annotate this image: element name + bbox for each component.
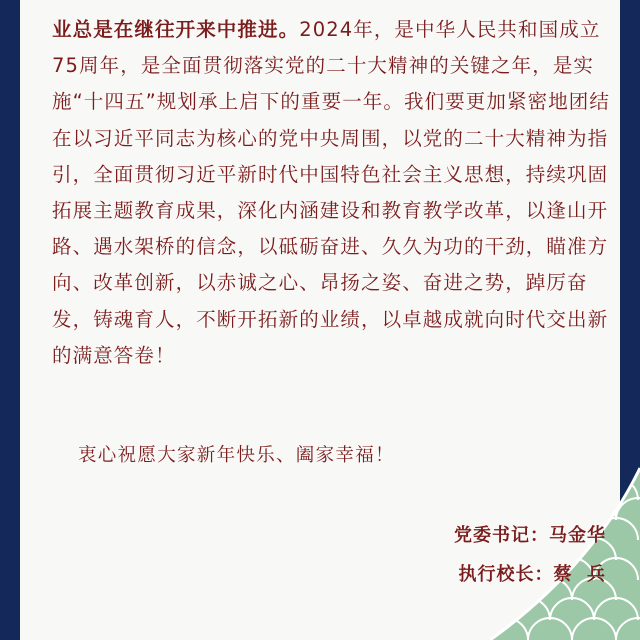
signature-title: 党委书记： <box>454 525 549 546</box>
wave-shape <box>490 468 640 640</box>
signature-name: 蔡 兵 <box>553 564 606 585</box>
signature-name: 马金华 <box>549 525 606 546</box>
signature-party-secretary <box>454 521 606 547</box>
signature-title: 执行校长： <box>458 564 554 585</box>
letter-lead-sentence: 业总是在继往开来中推进。 <box>52 18 300 41</box>
new-year-greeting: 衷心祝愿大家新年快乐、阖家幸福！ <box>78 445 395 466</box>
signature-executive-president <box>458 560 606 586</box>
letter-body-text: 2024年，是中华人民共和国成立75周年，是全面贯彻落实党的二十大精神的关键之年，是实施“十四五”规划承上启下的重要一年。我们要更加紧密地团结在以习近平同志为核心的党中央周围，以党的二十大精神为指引，全面贯彻习近平新时代中国特色社会主义思想，持续巩固拓展主题教育成果，深化内涵建设和教育教学改革，以逢山开路、遇水架桥的信念，以砥砺奋进、久久为功的干劲，瞄准方向、改革创新，以赤诚之心、昂扬之姿、奋进之势，踔厉奋发，铸魂育人，不断开拓新的业绩，以卓越成就向时代交出新的满意答卷！ <box>52 18 611 367</box>
